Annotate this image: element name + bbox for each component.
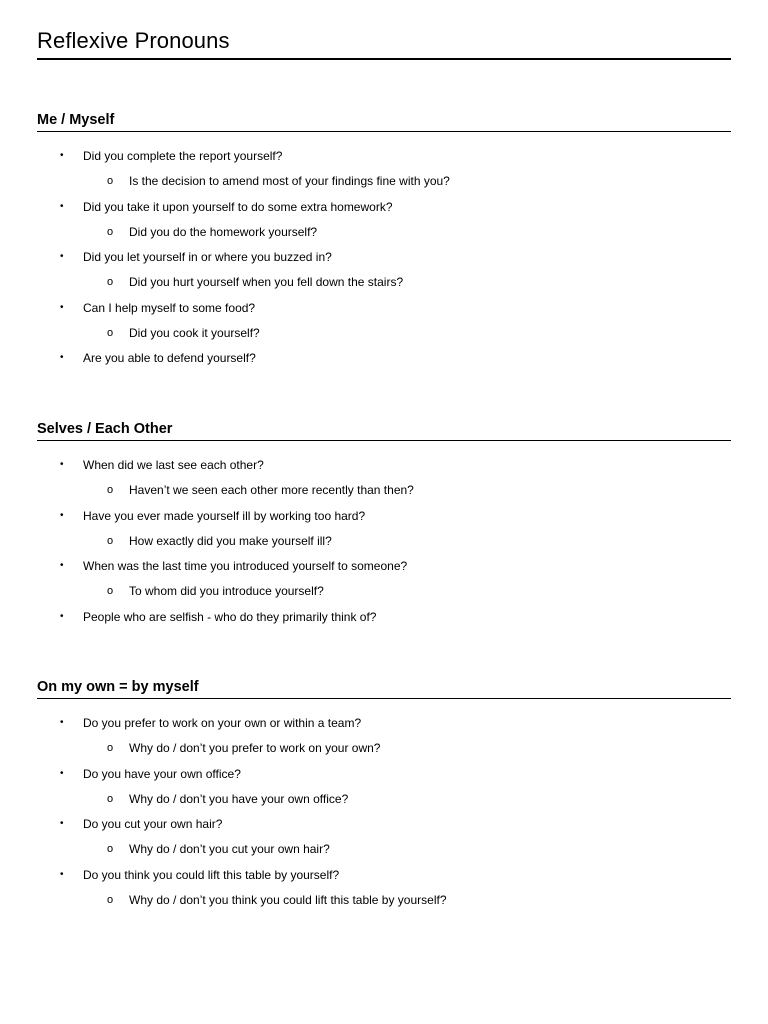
bullet-icon: • [60, 818, 64, 830]
sub-list-item [37, 740, 731, 765]
question-text: Did you take it upon yourself to do some extra homework? [83, 199, 393, 214]
bullet-icon: • [60, 200, 64, 212]
sub-question-text: Is the decision to amend most of your findings fine with you? [129, 174, 450, 189]
list-item [37, 609, 731, 634]
sub-bullet-icon: o [107, 894, 114, 907]
question-text: Did you let yourself in or where you buzzed in? [83, 250, 332, 265]
bullet-icon: • [60, 868, 64, 880]
question-text: Do you think you could lift this table by yourself? [83, 867, 340, 882]
section-selves-each-other [37, 419, 731, 634]
sub-bullet-icon: o [107, 843, 114, 856]
list-item [37, 508, 731, 559]
bullet-icon: • [60, 509, 64, 521]
sub-question-text: Why do / don’t you prefer to work on your own? [129, 741, 381, 756]
list-item [37, 148, 731, 199]
list-item [37, 350, 731, 375]
section-heading: Selves / Each Other [37, 419, 731, 441]
page-title: Reflexive Pronouns [37, 28, 230, 53]
sub-list-item [37, 791, 731, 816]
sub-bullet-icon: o [107, 585, 114, 598]
list-item [37, 199, 731, 250]
question-list [37, 457, 731, 634]
sub-question-text: Why do / don’t you think you could lift this table by yourself? [129, 893, 447, 908]
sub-question-text: Did you cook it yourself? [129, 326, 260, 341]
sub-question-text: How exactly did you make yourself ill? [129, 533, 332, 548]
sub-bullet-icon: o [107, 742, 114, 755]
question-text: When was the last time you introduced yourself to someone? [83, 559, 408, 574]
bullet-icon: • [60, 767, 64, 779]
bullet-icon: • [60, 301, 64, 313]
sub-question-text: Why do / don’t you have your own office? [129, 791, 349, 806]
question-text: Have you ever made yourself ill by working too hard? [83, 508, 366, 523]
sub-list-item [37, 482, 731, 507]
list-item [37, 816, 731, 867]
sub-list-item [37, 325, 731, 350]
list-item [37, 300, 731, 351]
bullet-icon: • [60, 610, 64, 622]
sub-list-item [37, 583, 731, 608]
list-item [37, 867, 731, 918]
bullet-icon: • [60, 150, 64, 161]
sub-question-text: Why do / don’t you cut your own hair? [129, 842, 330, 857]
list-item [37, 766, 731, 817]
section-me-myself [37, 110, 731, 376]
sub-list-item [37, 841, 731, 866]
sub-bullet-icon: o [107, 534, 114, 547]
question-list [37, 148, 731, 376]
sub-question-text: Haven’t we seen each other more recently than then? [129, 483, 414, 498]
question-text: When did we last see each other? [83, 458, 264, 472]
list-item [37, 558, 731, 609]
question-text: Do you have your own office? [83, 766, 241, 781]
sub-bullet-icon: o [107, 276, 114, 289]
question-text: People who are selfish - who do they primarily think of? [83, 609, 377, 624]
list-item [37, 457, 731, 508]
sub-bullet-icon: o [107, 327, 114, 340]
section-on-my-own [37, 677, 731, 917]
sub-list-item [37, 892, 731, 917]
bullet-icon: • [60, 717, 64, 728]
bullet-icon: • [60, 560, 64, 572]
section-heading: Me / Myself [37, 110, 731, 132]
question-text: Do you prefer to work on your own or within a team? [83, 716, 362, 730]
sub-bullet-icon: o [107, 225, 114, 238]
sub-bullet-icon: o [107, 484, 114, 497]
sub-question-text: Did you do the homework yourself? [129, 224, 318, 239]
sub-list-item [37, 173, 731, 198]
title-divider [37, 58, 731, 60]
sub-bullet-icon: o [107, 175, 114, 188]
sub-list-item [37, 533, 731, 558]
sub-list-item [37, 224, 731, 249]
sub-question-text: Did you hurt yourself when you fell down the stairs? [129, 275, 404, 290]
question-text: Can I help myself to some food? [83, 300, 256, 315]
bullet-icon: • [60, 251, 64, 263]
sub-list-item [37, 274, 731, 299]
section-heading: On my own = by myself [37, 677, 731, 699]
sub-bullet-icon: o [107, 792, 114, 805]
list-item [37, 249, 731, 300]
question-text: Are you able to defend yourself? [83, 351, 256, 366]
sub-question-text: To whom did you introduce yourself? [129, 584, 324, 599]
question-list [37, 715, 731, 917]
list-item [37, 715, 731, 766]
bullet-icon: • [60, 352, 64, 364]
bullet-icon: • [60, 459, 64, 470]
question-text: Do you cut your own hair? [83, 817, 223, 832]
question-text: Did you complete the report yourself? [83, 149, 283, 163]
